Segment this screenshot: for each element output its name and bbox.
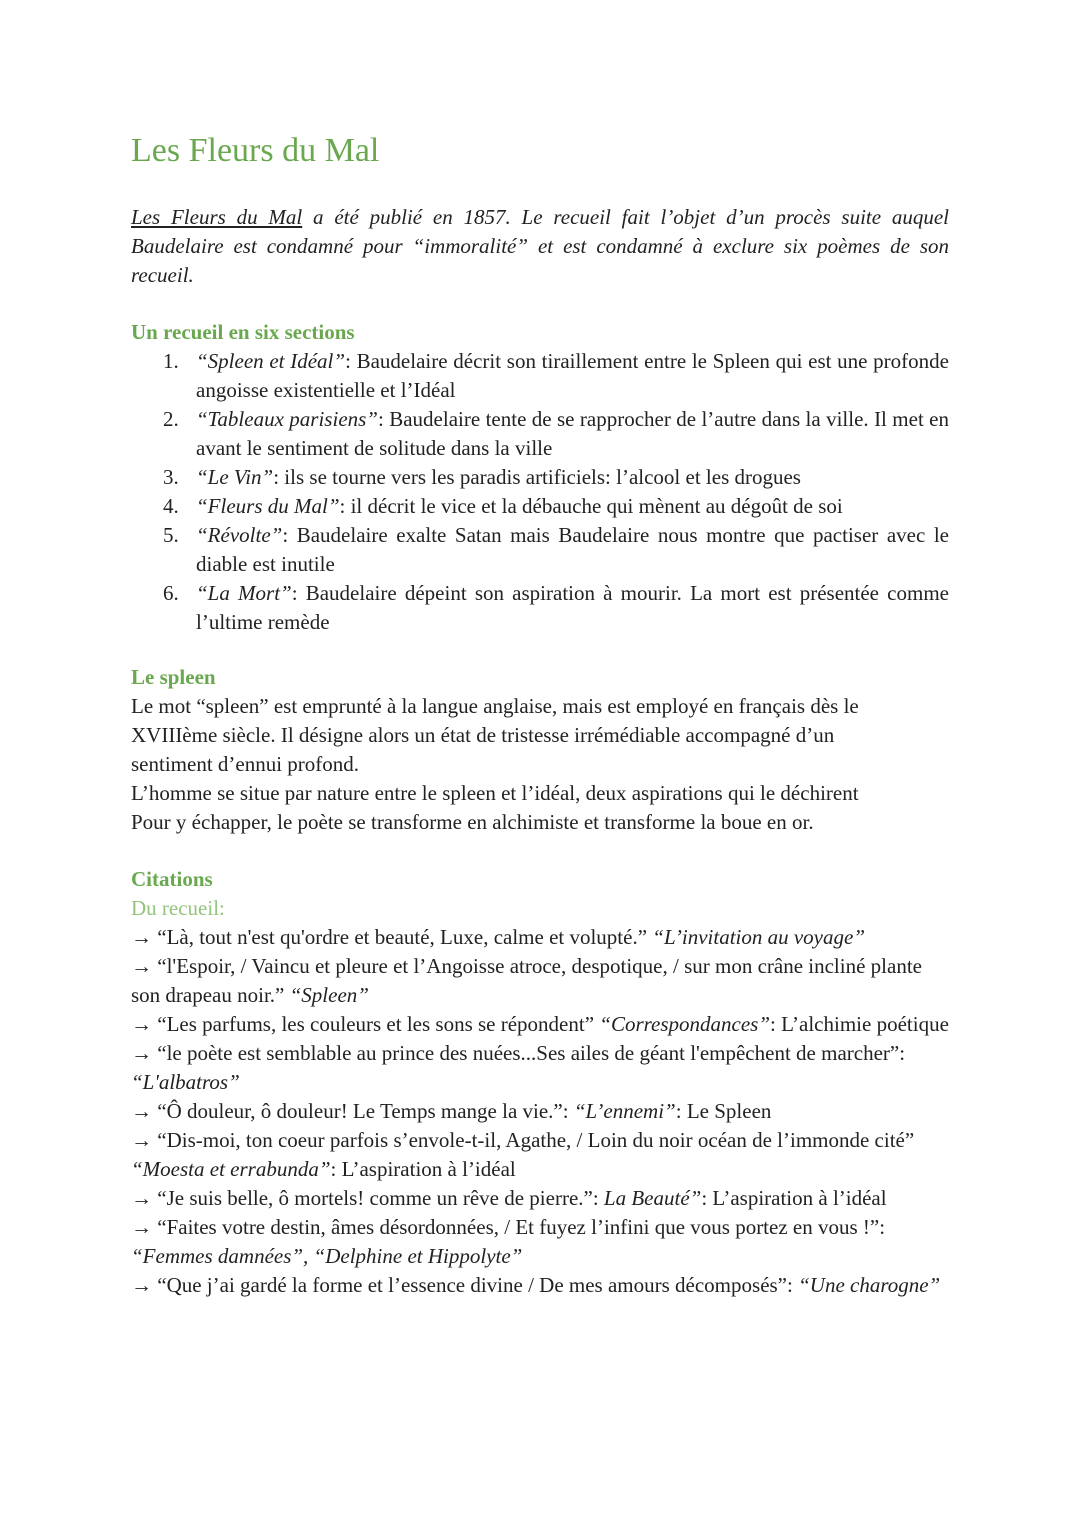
item-number: 6. [163,581,179,605]
citation-source: “Moesta et errabunda” [131,1157,331,1181]
citations-subheading: Du recueil: [131,896,225,920]
citation-note: : Le Spleen [675,1099,772,1123]
item-title: “La Mort” [196,581,292,605]
item-desc: : Baudelaire tente de se rapprocher de l’autre dans la ville. Il met en avant le sentiment de solitude dans la ville [196,407,949,460]
spleen-paragraph: L’homme se situe par nature entre le spleen et l’idéal, deux aspirations qui le déchirent [131,781,859,805]
sections-block [131,318,949,637]
citation-note: : L’alchimie poétique [770,1012,949,1036]
item-number: 3. [163,465,179,489]
list-item [131,463,949,492]
item-title: “Fleurs du Mal” [196,494,340,518]
list-item [131,579,949,637]
sections-heading: Un recueil en six sections [131,320,355,344]
citation-item [131,1126,949,1184]
intro-paragraph [131,203,949,290]
citation-item [131,1010,949,1039]
item-number: 1. [163,349,179,373]
citation-source: “Une charogne” [798,1273,941,1297]
item-desc: : ils se tourne vers les paradis artificiels: l’alcool et les drogues [273,465,801,489]
citations-heading: Citations [131,867,213,891]
list-item [131,405,949,463]
sections-list [131,347,949,637]
item-desc: : Baudelaire décrit son tiraillement entre le Spleen qui est une profonde angoisse existentielle et l’Idéal [196,349,949,402]
item-desc: : il décrit le vice et la débauche qui mènent au dégoût de soi [339,494,843,518]
citation-quote: → “Ô douleur, ô douleur! Le Temps mange la vie.”: [131,1099,574,1123]
citation-quote: → “Je suis belle, ô mortels! comme un rêve de pierre.”: [131,1186,604,1210]
citation-note: : L’aspiration à l’idéal [330,1157,516,1181]
spleen-heading: Le spleen [131,665,216,689]
citations-block [131,865,949,1300]
citation-source: “Spleen” [289,983,369,1007]
citation-quote: → “Que j’ai gardé la forme et l’essence divine / De mes amours décomposés”: [131,1273,799,1297]
citation-item [131,952,949,1010]
item-title: “Révolte” [196,523,283,547]
citation-note: : L’aspiration à l’idéal [701,1186,887,1210]
intro-book-title: Les Fleurs du Mal [131,205,303,229]
citation-source: “L'albatros” [131,1070,240,1094]
intro-text: a été publié en 1857. Le recueil fait l’objet d’un procès suite auquel Baudelaire est condamné pour “immoralité” et est condamné à exclure six poèmes de son recueil. [131,205,950,287]
spleen-block [131,663,949,837]
page-title: Les Fleurs du Mal [131,132,380,169]
citation-quote: → “l'Espoir, / Vaincu et pleure et l’Angoisse atroce, despotique, / sur mon crâne incliné plante son drapeau noir.” [131,954,922,1007]
citation-item [131,1213,949,1271]
item-desc: : Baudelaire exalte Satan mais Baudelaire nous montre que pactiser avec le diable est inutile [196,523,949,576]
item-title: “Le Vin” [196,465,274,489]
citation-source: “Correspondances” [599,1012,771,1036]
item-number: 4. [163,494,179,518]
citation-source: “L’invitation au voyage” [652,925,866,949]
citation-quote: → “Dis-moi, ton coeur parfois s’envole-t-il, Agathe, / Loin du noir océan de l’immonde cité” [131,1128,915,1152]
citation-item [131,1271,949,1300]
item-number: 2. [163,407,179,431]
item-desc: : Baudelaire dépeint son aspiration à mourir. La mort est présentée comme l’ultime remède [196,581,949,634]
item-number: 5. [163,523,179,547]
list-item [131,347,949,405]
citation-source: “Femmes damnées”, “Delphine et Hippolyte” [131,1244,523,1268]
citation-quote: → “le poète est semblable au prince des nuées...Ses ailes de géant l'empêchent de marcher”: [131,1041,906,1065]
item-title: “Spleen et Idéal” [196,349,346,373]
spleen-paragraph: Pour y échapper, le poète se transforme en alchimiste et transforme la boue en or. [131,810,814,834]
item-title: “Tableaux parisiens” [196,407,378,431]
citation-item [131,1039,949,1097]
citation-item [131,923,949,952]
citation-source: La Beauté” [603,1186,702,1210]
citation-source: “L’ennemi” [573,1099,676,1123]
citation-item [131,1184,949,1213]
citation-quote: → “Faites votre destin, âmes désordonnées, / Et fuyez l’infini que vous portez en vous !”: [131,1215,886,1239]
list-item [131,521,949,579]
citation-quote: → “Là, tout n'est qu'ordre et beauté, Luxe, calme et volupté.” [131,925,653,949]
citation-quote: → “Les parfums, les couleurs et les sons se répondent” [131,1012,600,1036]
citation-item [131,1097,949,1126]
list-item [131,492,949,521]
spleen-paragraph: Le mot “spleen” est emprunté à la langue anglaise, mais est employé en français dès le XVIIIème siècle. Il désigne alors un état de tristesse irrémédiable accompagné d’un sentiment d’ennui profond. [131,694,859,776]
